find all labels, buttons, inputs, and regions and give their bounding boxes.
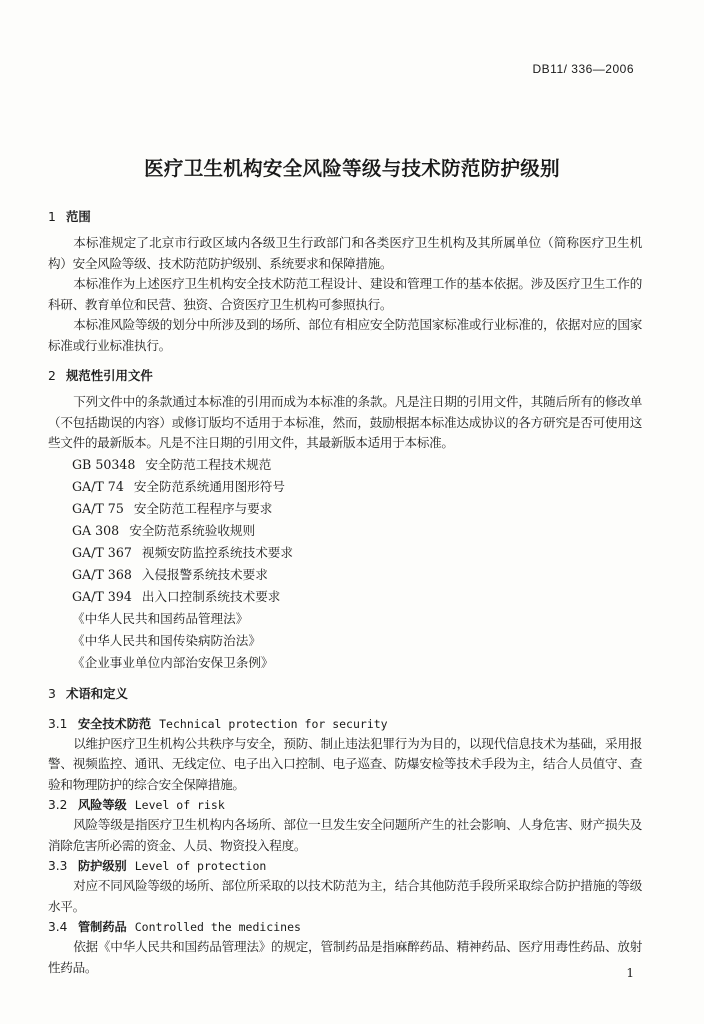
reference-name: 《中华人民共和国药品管理法》	[72, 610, 249, 626]
term-heading	[48, 856, 642, 876]
section-number: 3	[48, 685, 56, 701]
term-chinese: 防护级别	[78, 859, 127, 873]
section-heading-terms-and-definitions	[48, 684, 642, 704]
term-definition: 依据《中华人民共和国药品管理法》的规定，管制药品是指麻醉药品、精神药品、医疗用毒性药品、放射性药品。	[48, 939, 642, 975]
reference-item	[48, 630, 642, 652]
reference-item	[48, 652, 642, 674]
term-chinese: 安全技术防范	[78, 716, 152, 731]
section-heading-normative-references	[48, 366, 642, 386]
reference-name: 入侵报警系统技术要求	[141, 566, 268, 582]
section-number: 1	[48, 209, 56, 224]
reference-name: 视频安防监控系统技术要求	[141, 544, 293, 560]
term-english: Level of protection	[134, 859, 267, 873]
reference-name: 《企业事业单位内部治安保卫条例》	[72, 654, 274, 670]
reference-item	[48, 520, 642, 542]
section-title: 术语和定义	[66, 685, 128, 701]
term-heading	[48, 714, 642, 734]
reference-code: GA/T 368	[72, 566, 132, 582]
reference-item	[48, 542, 642, 564]
reference-code: GA/T 74	[72, 478, 124, 494]
reference-name: 安全防范系统验收规则	[129, 522, 256, 538]
term-english: Technical protection for security	[159, 716, 388, 731]
term-definition: 对应不同风险等级的场所、部位所采取的以技术防范为主，结合其他防范手段所采取综合防护措施的等级水平。	[48, 878, 642, 914]
reference-name: 安全防范系统通用图形符号	[133, 478, 285, 494]
reference-item	[48, 564, 642, 586]
term-definition: 以维护医疗卫生机构公共秩序与安全，预防、制止违法犯罪行为为目的，以现代信息技术为基础，采用报警、视频监控、通讯、无线定位、电子出入口控制、电子巡查、防爆安检等技术手段为主，结合人员值守、查验和物理防护的综合安全保障措施。	[48, 735, 642, 792]
section-title: 范围	[66, 209, 91, 224]
term-english: Level of risk	[134, 798, 225, 812]
term-number: 3.3	[48, 859, 68, 873]
term-definition: 风险等级是指医疗卫生机构内各场所、部位一旦发生安全问题所产生的社会影响、人身危害、财产损失及消除危害所必需的资金、人员、物资投入程度。	[48, 817, 642, 853]
reference-code: GA/T 394	[72, 588, 132, 604]
term-english: Controlled the medicines	[134, 920, 301, 934]
document-title: 医疗卫生机构安全风险等级与技术防范防护级别	[144, 157, 560, 180]
section-heading-scope	[48, 207, 642, 227]
reference-code: GA/T 75	[72, 500, 124, 516]
reference-list	[48, 454, 642, 674]
reference-code: GA 308	[72, 522, 120, 538]
reference-name: 安全防范工程技术规范	[145, 456, 272, 472]
reference-item	[48, 476, 642, 498]
reference-name: 《中华人民共和国传染病防治法》	[72, 632, 261, 648]
term-heading	[48, 917, 642, 937]
reference-item	[48, 498, 642, 520]
paragraph: 本标准规定了北京市行政区域内各级卫生行政部门和各类医疗卫生机构及其所属单位（简称医疗卫生机构）安全风险等级、技术防范防护级别、系统要求和保障措施。	[48, 235, 642, 271]
term-number: 3.1	[48, 716, 68, 731]
reference-item	[48, 586, 642, 608]
reference-item	[48, 454, 642, 476]
section-title: 规范性引用文件	[66, 368, 153, 383]
reference-item	[48, 608, 642, 630]
paragraph: 下列文件中的条款通过本标准的引用而成为本标准的条款。凡是注日期的引用文件，其随后所有的修改单（不包括勘误的内容）或修订版均不适用于本标准，然而，鼓励根据本标准达成协议的各方研究是否可使用这些文件的最新版本。凡是不注日期的引用文件，其最新版本适用于本标准。	[48, 394, 642, 450]
reference-code: GB 50348	[72, 456, 136, 472]
term-number: 3.2	[48, 798, 68, 812]
section-number: 2	[48, 368, 56, 383]
standard-number: DB11/ 336—2006	[532, 62, 634, 76]
term-number: 3.4	[48, 920, 68, 934]
term-chinese: 管制药品	[78, 920, 127, 934]
reference-name: 安全防范工程程序与要求	[133, 500, 273, 516]
term-chinese: 风险等级	[78, 798, 127, 812]
page-number: 1	[626, 966, 634, 980]
reference-name: 出入口控制系统技术要求	[141, 588, 281, 604]
paragraph: 本标准作为上述医疗卫生机构安全技术防范工程设计、建设和管理工作的基本依据。涉及医疗卫生工作的科研、教育单位和民营、独资、合资医疗卫生机构可参照执行。	[48, 276, 642, 312]
term-heading	[48, 795, 642, 815]
reference-code: GA/T 367	[72, 544, 132, 560]
document-body	[48, 207, 642, 978]
paragraph: 本标准风险等级的划分中所涉及到的场所、部位有相应安全防范国家标准或行业标准的，依据对应的国家标准或行业标准执行。	[48, 317, 642, 353]
